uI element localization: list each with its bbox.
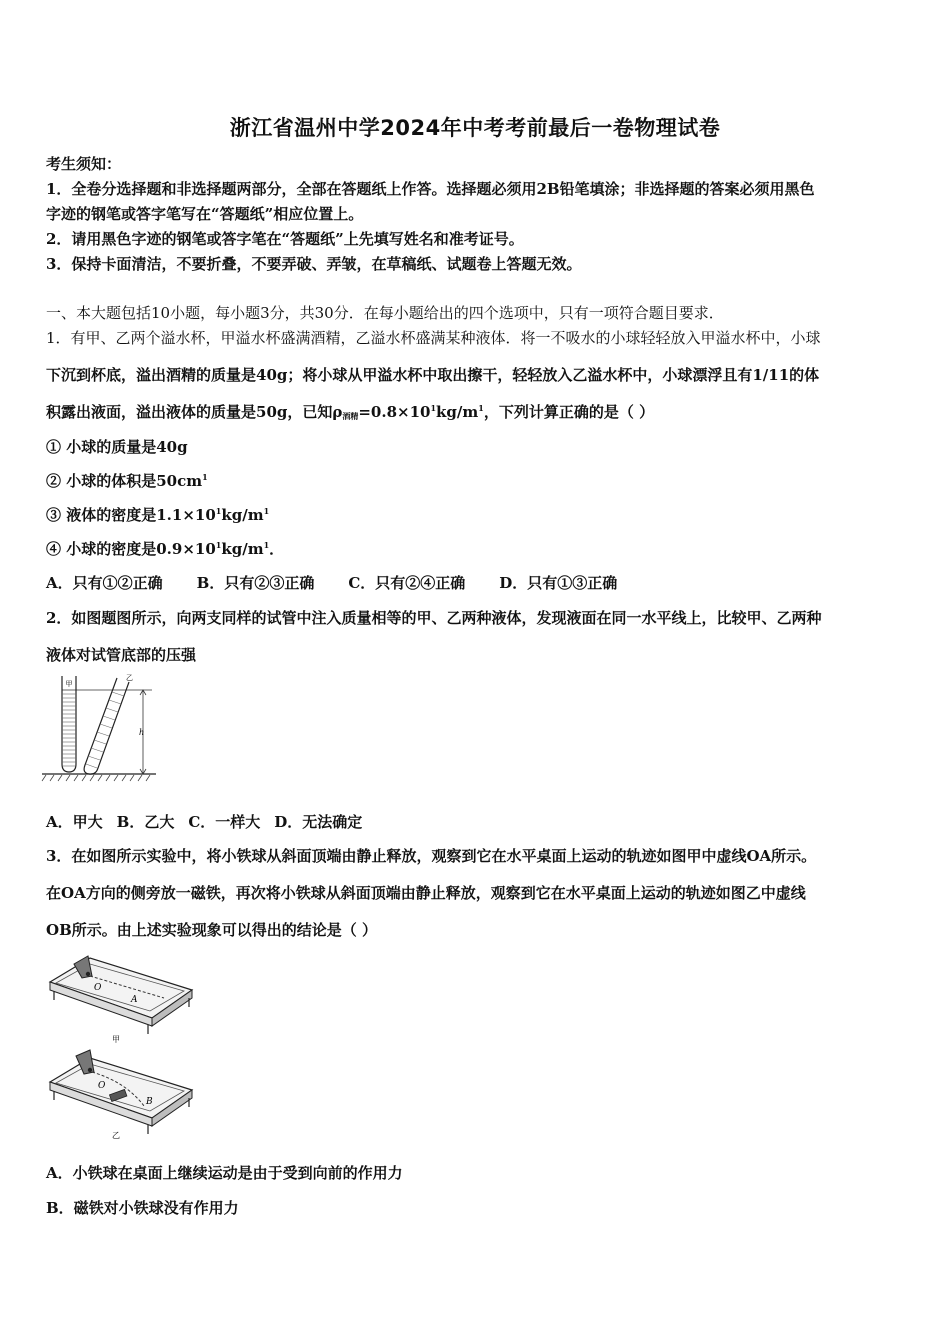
notice-heading: 考生须知： [46,155,122,173]
q2-options [46,811,376,832]
q2-option-d: D．无法确定 [274,813,363,831]
notice-item-3: 3．保持卡面清洁，不要折叠，不要弄破、弄皱，在草稿纸、试题卷上答题无效。 [46,255,582,273]
tube-yi [84,674,133,774]
ground-hatching [42,775,150,781]
iron-ball [86,972,90,976]
label-a: A [131,995,138,1005]
q3-option-a: A．小铁球在桌面上继续运动是由于受到向前的作用力 [46,1164,403,1182]
q1-statement-4: ④ 小球的密度是$0.9\times 10^1kg/m^1$． [46,540,285,558]
q1-option-c: C．只有②④正确 [348,574,466,592]
label-o-yi: O [98,1081,106,1091]
tube-jia [62,676,76,772]
label-jia: 甲 [65,680,73,688]
section-1-heading: 一、本大题包括10小题，每小题3分，共30分．在每小题给出的四个选项中，只有一项符合题目要求． [46,304,724,322]
q2-line-1: 2．如图题图所示，向两支同样的试管中注入质量相等的甲、乙两种液体，发现液面在同一水平线上，比较甲、乙两种 [46,609,822,627]
label-b: B [146,1097,153,1107]
q1-option-d: D．只有①③正确 [499,574,618,592]
q3-line-2: 在OA方向的侧旁放一磁铁，再次将小铁球从斜面顶端由静止释放，观察到它在水平桌面上运动的轨迹如图乙中虚线 [46,884,806,902]
q1-line-3: 积露出液面，溢出液体的质量是50g，已知$\rho_{酒精}=0.8\times 10^1kg/m^1$，下列计算正确的是（ ） [46,403,655,421]
q2-option-b: B．乙大 [116,813,175,831]
q1-option-a: A．只有①②正确 [46,574,163,592]
figure-yi-table [44,1048,196,1140]
q1-option-b: B．只有②③正确 [196,574,315,592]
caption-jia: 甲 [112,1035,120,1044]
page-title: 浙江省温州中学2024年中考考前最后一卷物理试卷 [229,116,721,140]
q3-line-1: 3．在如图所示实验中，将小铁球从斜面顶端由静止释放，观察到它在水平桌面上运动的轨迹如图甲中虚线OA所示。 [46,847,817,865]
notice-item-1b: 字迹的钢笔或答字笔写在“答题纸”相应位置上。 [46,205,364,223]
q1-line-1: 1．有甲、乙两个溢水杯，甲溢水杯盛满酒精，乙溢水杯盛满某种液体．将一不吸水的小球轻轻放入甲溢水杯中，小球 [46,329,821,347]
caption-yi: 乙 [112,1131,120,1140]
q2-line-2: 液体对试管底部的压强 [46,646,197,664]
notice-item-1a: 1．全卷分选择题和非选择题两部分，全部在答题纸上作答。选择题必须用2B铅笔填涂；非选择题的答案必须用黑色 [46,180,815,198]
iron-ball [88,1068,92,1072]
figure-jia-table [44,952,196,1044]
q3-line-3: OB所示。由上述实验现象可以得出的结论是（ ） [46,921,377,939]
q3-option-b: B．磁铁对小铁球没有作用力 [46,1199,239,1217]
test-tubes-figure [40,672,160,784]
label-o-jia: O [94,983,102,993]
q1-statement-3: ③ 液体的密度是$1.1\times 10^1kg/m^1$ [46,506,270,524]
notice-item-2: 2．请用黑色字迹的钢笔或答字笔在“答题纸”上先填写姓名和准考证号。 [46,230,524,248]
q1-options [46,572,651,593]
q1-line-2: 下沉到杯底，溢出酒精的质量是40g；将小球从甲溢水杯中取出擦干，轻轻放入乙溢水杯中，小球漂浮且有1/11的体 [46,366,820,384]
label-h: h [139,728,145,737]
q1-statement-1: ① 小球的质量是40g [46,438,188,456]
q1-statement-2: ② 小球的体积是$50cm^1$ [46,472,208,490]
q2-option-a: A．甲大 [46,813,103,831]
label-yi: 乙 [126,674,133,682]
q2-option-c: C．一样大 [188,813,261,831]
